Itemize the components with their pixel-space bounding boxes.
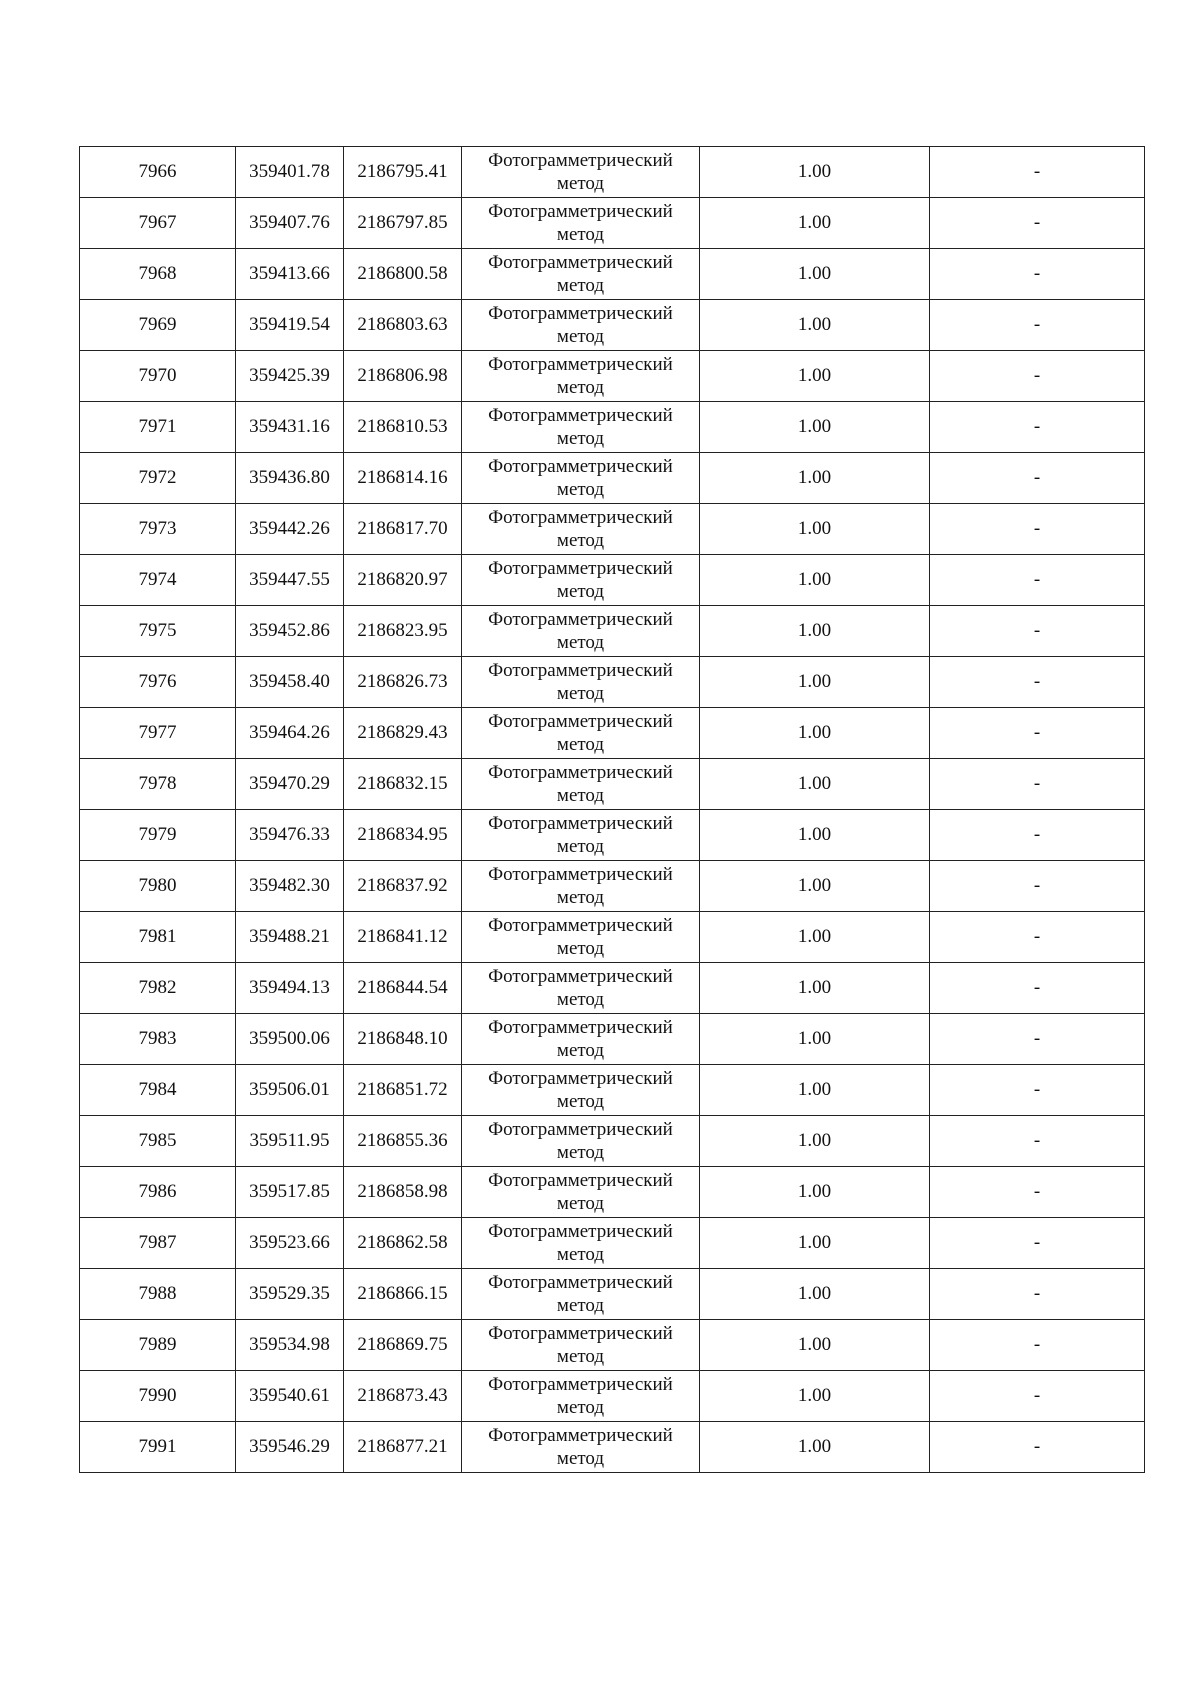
table-row xyxy=(80,759,1145,810)
note-cell: - xyxy=(930,402,1145,453)
note-cell: - xyxy=(930,300,1145,351)
x-coordinate-cell: 359540.61 xyxy=(236,1371,344,1422)
point-number-cell: 7987 xyxy=(80,1218,236,1269)
y-coordinate-cell: 2186803.63 xyxy=(344,300,462,351)
method-cell xyxy=(462,504,700,555)
accuracy-cell: 1.00 xyxy=(700,300,930,351)
note-cell: - xyxy=(930,912,1145,963)
point-number-cell: 7967 xyxy=(80,198,236,249)
y-coordinate-cell: 2186877.21 xyxy=(344,1422,462,1473)
note-cell: - xyxy=(930,555,1145,606)
x-coordinate-cell: 359511.95 xyxy=(236,1116,344,1167)
point-number-cell: 7973 xyxy=(80,504,236,555)
x-coordinate-cell: 359464.26 xyxy=(236,708,344,759)
x-coordinate-cell: 359500.06 xyxy=(236,1014,344,1065)
method-line-2: метод xyxy=(556,1295,605,1316)
x-coordinate-cell: 359442.26 xyxy=(236,504,344,555)
point-number-cell: 7985 xyxy=(80,1116,236,1167)
method-cell xyxy=(462,198,700,249)
note-cell: - xyxy=(930,1167,1145,1218)
table-row xyxy=(80,1371,1145,1422)
method-line-1: Фотограмметрический xyxy=(488,864,673,885)
method-line-1: Фотограмметрический xyxy=(488,1170,673,1191)
method-line-1: Фотограмметрический xyxy=(488,711,673,732)
method-cell xyxy=(462,300,700,351)
x-coordinate-cell: 359425.39 xyxy=(236,351,344,402)
y-coordinate-cell: 2186855.36 xyxy=(344,1116,462,1167)
x-coordinate-cell: 359482.30 xyxy=(236,861,344,912)
table-row xyxy=(80,1218,1145,1269)
x-coordinate-cell: 359534.98 xyxy=(236,1320,344,1371)
accuracy-cell: 1.00 xyxy=(700,1065,930,1116)
point-number-cell: 7968 xyxy=(80,249,236,300)
y-coordinate-cell: 2186795.41 xyxy=(344,147,462,198)
x-coordinate-cell: 359523.66 xyxy=(236,1218,344,1269)
method-cell xyxy=(462,1065,700,1116)
method-line-1: Фотограмметрический xyxy=(488,1017,673,1038)
y-coordinate-cell: 2186820.97 xyxy=(344,555,462,606)
point-number-cell: 7976 xyxy=(80,657,236,708)
method-line-2: метод xyxy=(556,581,605,602)
method-line-2: метод xyxy=(556,1448,605,1469)
x-coordinate-cell: 359458.40 xyxy=(236,657,344,708)
y-coordinate-cell: 2186829.43 xyxy=(344,708,462,759)
note-cell: - xyxy=(930,351,1145,402)
method-line-2: метод xyxy=(556,428,605,449)
note-cell: - xyxy=(930,147,1145,198)
method-line-2: метод xyxy=(556,326,605,347)
accuracy-cell: 1.00 xyxy=(700,963,930,1014)
x-coordinate-cell: 359470.29 xyxy=(236,759,344,810)
method-line-1: Фотограмметрический xyxy=(488,252,673,273)
method-line-2: метод xyxy=(556,1397,605,1418)
y-coordinate-cell: 2186862.58 xyxy=(344,1218,462,1269)
y-coordinate-cell: 2186866.15 xyxy=(344,1269,462,1320)
note-cell: - xyxy=(930,1014,1145,1065)
method-line-1: Фотограмметрический xyxy=(488,558,673,579)
x-coordinate-cell: 359452.86 xyxy=(236,606,344,657)
accuracy-cell: 1.00 xyxy=(700,1422,930,1473)
point-number-cell: 7989 xyxy=(80,1320,236,1371)
method-cell xyxy=(462,402,700,453)
table-row xyxy=(80,1269,1145,1320)
y-coordinate-cell: 2186834.95 xyxy=(344,810,462,861)
x-coordinate-cell: 359506.01 xyxy=(236,1065,344,1116)
method-line-2: метод xyxy=(556,632,605,653)
table-row xyxy=(80,1422,1145,1473)
note-cell: - xyxy=(930,657,1145,708)
x-coordinate-cell: 359546.29 xyxy=(236,1422,344,1473)
note-cell: - xyxy=(930,249,1145,300)
method-cell xyxy=(462,1422,700,1473)
y-coordinate-cell: 2186806.98 xyxy=(344,351,462,402)
method-line-2: метод xyxy=(556,275,605,296)
x-coordinate-cell: 359419.54 xyxy=(236,300,344,351)
accuracy-cell: 1.00 xyxy=(700,1167,930,1218)
accuracy-cell: 1.00 xyxy=(700,810,930,861)
point-number-cell: 7969 xyxy=(80,300,236,351)
note-cell: - xyxy=(930,1269,1145,1320)
x-coordinate-cell: 359447.55 xyxy=(236,555,344,606)
table-row xyxy=(80,606,1145,657)
method-line-1: Фотограмметрический xyxy=(488,1425,673,1446)
table-row xyxy=(80,198,1145,249)
y-coordinate-cell: 2186810.53 xyxy=(344,402,462,453)
point-number-cell: 7971 xyxy=(80,402,236,453)
table-row xyxy=(80,1065,1145,1116)
method-line-1: Фотограмметрический xyxy=(488,1068,673,1089)
point-number-cell: 7982 xyxy=(80,963,236,1014)
accuracy-cell: 1.00 xyxy=(700,606,930,657)
method-line-1: Фотограмметрический xyxy=(488,507,673,528)
table-row xyxy=(80,861,1145,912)
point-number-cell: 7977 xyxy=(80,708,236,759)
method-line-2: метод xyxy=(556,1142,605,1163)
method-line-2: метод xyxy=(556,887,605,908)
x-coordinate-cell: 359413.66 xyxy=(236,249,344,300)
method-line-1: Фотограмметрический xyxy=(488,150,673,171)
y-coordinate-cell: 2186817.70 xyxy=(344,504,462,555)
note-cell: - xyxy=(930,759,1145,810)
accuracy-cell: 1.00 xyxy=(700,453,930,504)
y-coordinate-cell: 2186851.72 xyxy=(344,1065,462,1116)
accuracy-cell: 1.00 xyxy=(700,912,930,963)
table-row xyxy=(80,402,1145,453)
note-cell: - xyxy=(930,1371,1145,1422)
method-line-2: метод xyxy=(556,479,605,500)
method-cell xyxy=(462,759,700,810)
method-cell xyxy=(462,912,700,963)
table-row xyxy=(80,708,1145,759)
method-line-2: метод xyxy=(556,734,605,755)
table-row xyxy=(80,249,1145,300)
method-line-2: метод xyxy=(556,530,605,551)
method-line-2: метод xyxy=(556,785,605,806)
method-cell xyxy=(462,453,700,504)
table-row xyxy=(80,1167,1145,1218)
method-line-1: Фотограмметрический xyxy=(488,1374,673,1395)
method-cell xyxy=(462,249,700,300)
method-cell xyxy=(462,810,700,861)
method-cell xyxy=(462,606,700,657)
table-row xyxy=(80,504,1145,555)
x-coordinate-cell: 359494.13 xyxy=(236,963,344,1014)
accuracy-cell: 1.00 xyxy=(700,198,930,249)
table-row xyxy=(80,555,1145,606)
method-cell xyxy=(462,1218,700,1269)
y-coordinate-cell: 2186841.12 xyxy=(344,912,462,963)
y-coordinate-cell: 2186823.95 xyxy=(344,606,462,657)
note-cell: - xyxy=(930,504,1145,555)
y-coordinate-cell: 2186814.16 xyxy=(344,453,462,504)
method-line-2: метод xyxy=(556,224,605,245)
method-line-1: Фотограмметрический xyxy=(488,405,673,426)
y-coordinate-cell: 2186858.98 xyxy=(344,1167,462,1218)
table-row xyxy=(80,300,1145,351)
accuracy-cell: 1.00 xyxy=(700,1320,930,1371)
table-row xyxy=(80,810,1145,861)
method-line-1: Фотограмметрический xyxy=(488,609,673,630)
accuracy-cell: 1.00 xyxy=(700,1371,930,1422)
accuracy-cell: 1.00 xyxy=(700,402,930,453)
point-number-cell: 7978 xyxy=(80,759,236,810)
method-cell xyxy=(462,351,700,402)
method-cell xyxy=(462,657,700,708)
note-cell: - xyxy=(930,1218,1145,1269)
x-coordinate-cell: 359407.76 xyxy=(236,198,344,249)
y-coordinate-cell: 2186832.15 xyxy=(344,759,462,810)
point-number-cell: 7983 xyxy=(80,1014,236,1065)
method-line-1: Фотограмметрический xyxy=(488,762,673,783)
x-coordinate-cell: 359436.80 xyxy=(236,453,344,504)
note-cell: - xyxy=(930,1065,1145,1116)
method-line-1: Фотограмметрический xyxy=(488,1119,673,1140)
y-coordinate-cell: 2186837.92 xyxy=(344,861,462,912)
method-line-2: метод xyxy=(556,173,605,194)
accuracy-cell: 1.00 xyxy=(700,1116,930,1167)
x-coordinate-cell: 359431.16 xyxy=(236,402,344,453)
accuracy-cell: 1.00 xyxy=(700,657,930,708)
accuracy-cell: 1.00 xyxy=(700,1218,930,1269)
note-cell: - xyxy=(930,453,1145,504)
method-line-2: метод xyxy=(556,1091,605,1112)
note-cell: - xyxy=(930,198,1145,249)
accuracy-cell: 1.00 xyxy=(700,249,930,300)
accuracy-cell: 1.00 xyxy=(700,759,930,810)
method-line-2: метод xyxy=(556,836,605,857)
table-row xyxy=(80,1116,1145,1167)
accuracy-cell: 1.00 xyxy=(700,147,930,198)
note-cell: - xyxy=(930,1320,1145,1371)
x-coordinate-cell: 359529.35 xyxy=(236,1269,344,1320)
table-row xyxy=(80,912,1145,963)
point-number-cell: 7988 xyxy=(80,1269,236,1320)
y-coordinate-cell: 2186873.43 xyxy=(344,1371,462,1422)
point-number-cell: 7966 xyxy=(80,147,236,198)
point-number-cell: 7984 xyxy=(80,1065,236,1116)
method-line-2: метод xyxy=(556,683,605,704)
method-cell xyxy=(462,1116,700,1167)
point-number-cell: 7975 xyxy=(80,606,236,657)
accuracy-cell: 1.00 xyxy=(700,861,930,912)
method-cell xyxy=(462,1371,700,1422)
y-coordinate-cell: 2186826.73 xyxy=(344,657,462,708)
method-line-1: Фотограмметрический xyxy=(488,1272,673,1293)
method-line-1: Фотограмметрический xyxy=(488,354,673,375)
method-line-1: Фотограмметрический xyxy=(488,660,673,681)
note-cell: - xyxy=(930,1116,1145,1167)
point-number-cell: 7979 xyxy=(80,810,236,861)
point-number-cell: 7986 xyxy=(80,1167,236,1218)
method-line-2: метод xyxy=(556,1193,605,1214)
note-cell: - xyxy=(930,861,1145,912)
x-coordinate-cell: 359488.21 xyxy=(236,912,344,963)
method-cell xyxy=(462,963,700,1014)
method-cell xyxy=(462,1269,700,1320)
method-cell xyxy=(462,1320,700,1371)
method-line-1: Фотограмметрический xyxy=(488,201,673,222)
method-cell xyxy=(462,861,700,912)
accuracy-cell: 1.00 xyxy=(700,504,930,555)
method-line-1: Фотограмметрический xyxy=(488,813,673,834)
method-line-1: Фотограмметрический xyxy=(488,303,673,324)
point-number-cell: 7990 xyxy=(80,1371,236,1422)
method-line-1: Фотограмметрический xyxy=(488,915,673,936)
point-number-cell: 7974 xyxy=(80,555,236,606)
method-line-2: метод xyxy=(556,377,605,398)
table-row xyxy=(80,1014,1145,1065)
coordinates-table-body xyxy=(80,147,1145,1473)
table-row xyxy=(80,657,1145,708)
y-coordinate-cell: 2186848.10 xyxy=(344,1014,462,1065)
x-coordinate-cell: 359476.33 xyxy=(236,810,344,861)
table-row xyxy=(80,351,1145,402)
x-coordinate-cell: 359517.85 xyxy=(236,1167,344,1218)
method-line-2: метод xyxy=(556,989,605,1010)
y-coordinate-cell: 2186800.58 xyxy=(344,249,462,300)
method-line-2: метод xyxy=(556,938,605,959)
method-line-2: метод xyxy=(556,1346,605,1367)
accuracy-cell: 1.00 xyxy=(700,708,930,759)
method-line-1: Фотограмметрический xyxy=(488,456,673,477)
point-number-cell: 7991 xyxy=(80,1422,236,1473)
x-coordinate-cell: 359401.78 xyxy=(236,147,344,198)
accuracy-cell: 1.00 xyxy=(700,1269,930,1320)
table-row xyxy=(80,147,1145,198)
accuracy-cell: 1.00 xyxy=(700,351,930,402)
accuracy-cell: 1.00 xyxy=(700,555,930,606)
method-cell xyxy=(462,147,700,198)
method-line-2: метод xyxy=(556,1244,605,1265)
note-cell: - xyxy=(930,708,1145,759)
method-cell xyxy=(462,708,700,759)
method-cell xyxy=(462,1167,700,1218)
method-cell xyxy=(462,1014,700,1065)
table-row xyxy=(80,453,1145,504)
note-cell: - xyxy=(930,963,1145,1014)
note-cell: - xyxy=(930,606,1145,657)
accuracy-cell: 1.00 xyxy=(700,1014,930,1065)
point-number-cell: 7970 xyxy=(80,351,236,402)
method-line-2: метод xyxy=(556,1040,605,1061)
point-number-cell: 7980 xyxy=(80,861,236,912)
note-cell: - xyxy=(930,1422,1145,1473)
method-line-1: Фотограмметрический xyxy=(488,1221,673,1242)
table-row xyxy=(80,1320,1145,1371)
table-row xyxy=(80,963,1145,1014)
point-number-cell: 7972 xyxy=(80,453,236,504)
y-coordinate-cell: 2186797.85 xyxy=(344,198,462,249)
point-number-cell: 7981 xyxy=(80,912,236,963)
note-cell: - xyxy=(930,810,1145,861)
y-coordinate-cell: 2186869.75 xyxy=(344,1320,462,1371)
method-cell xyxy=(462,555,700,606)
coordinates-table xyxy=(79,146,1145,1473)
y-coordinate-cell: 2186844.54 xyxy=(344,963,462,1014)
method-line-1: Фотограмметрический xyxy=(488,966,673,987)
method-line-1: Фотограмметрический xyxy=(488,1323,673,1344)
